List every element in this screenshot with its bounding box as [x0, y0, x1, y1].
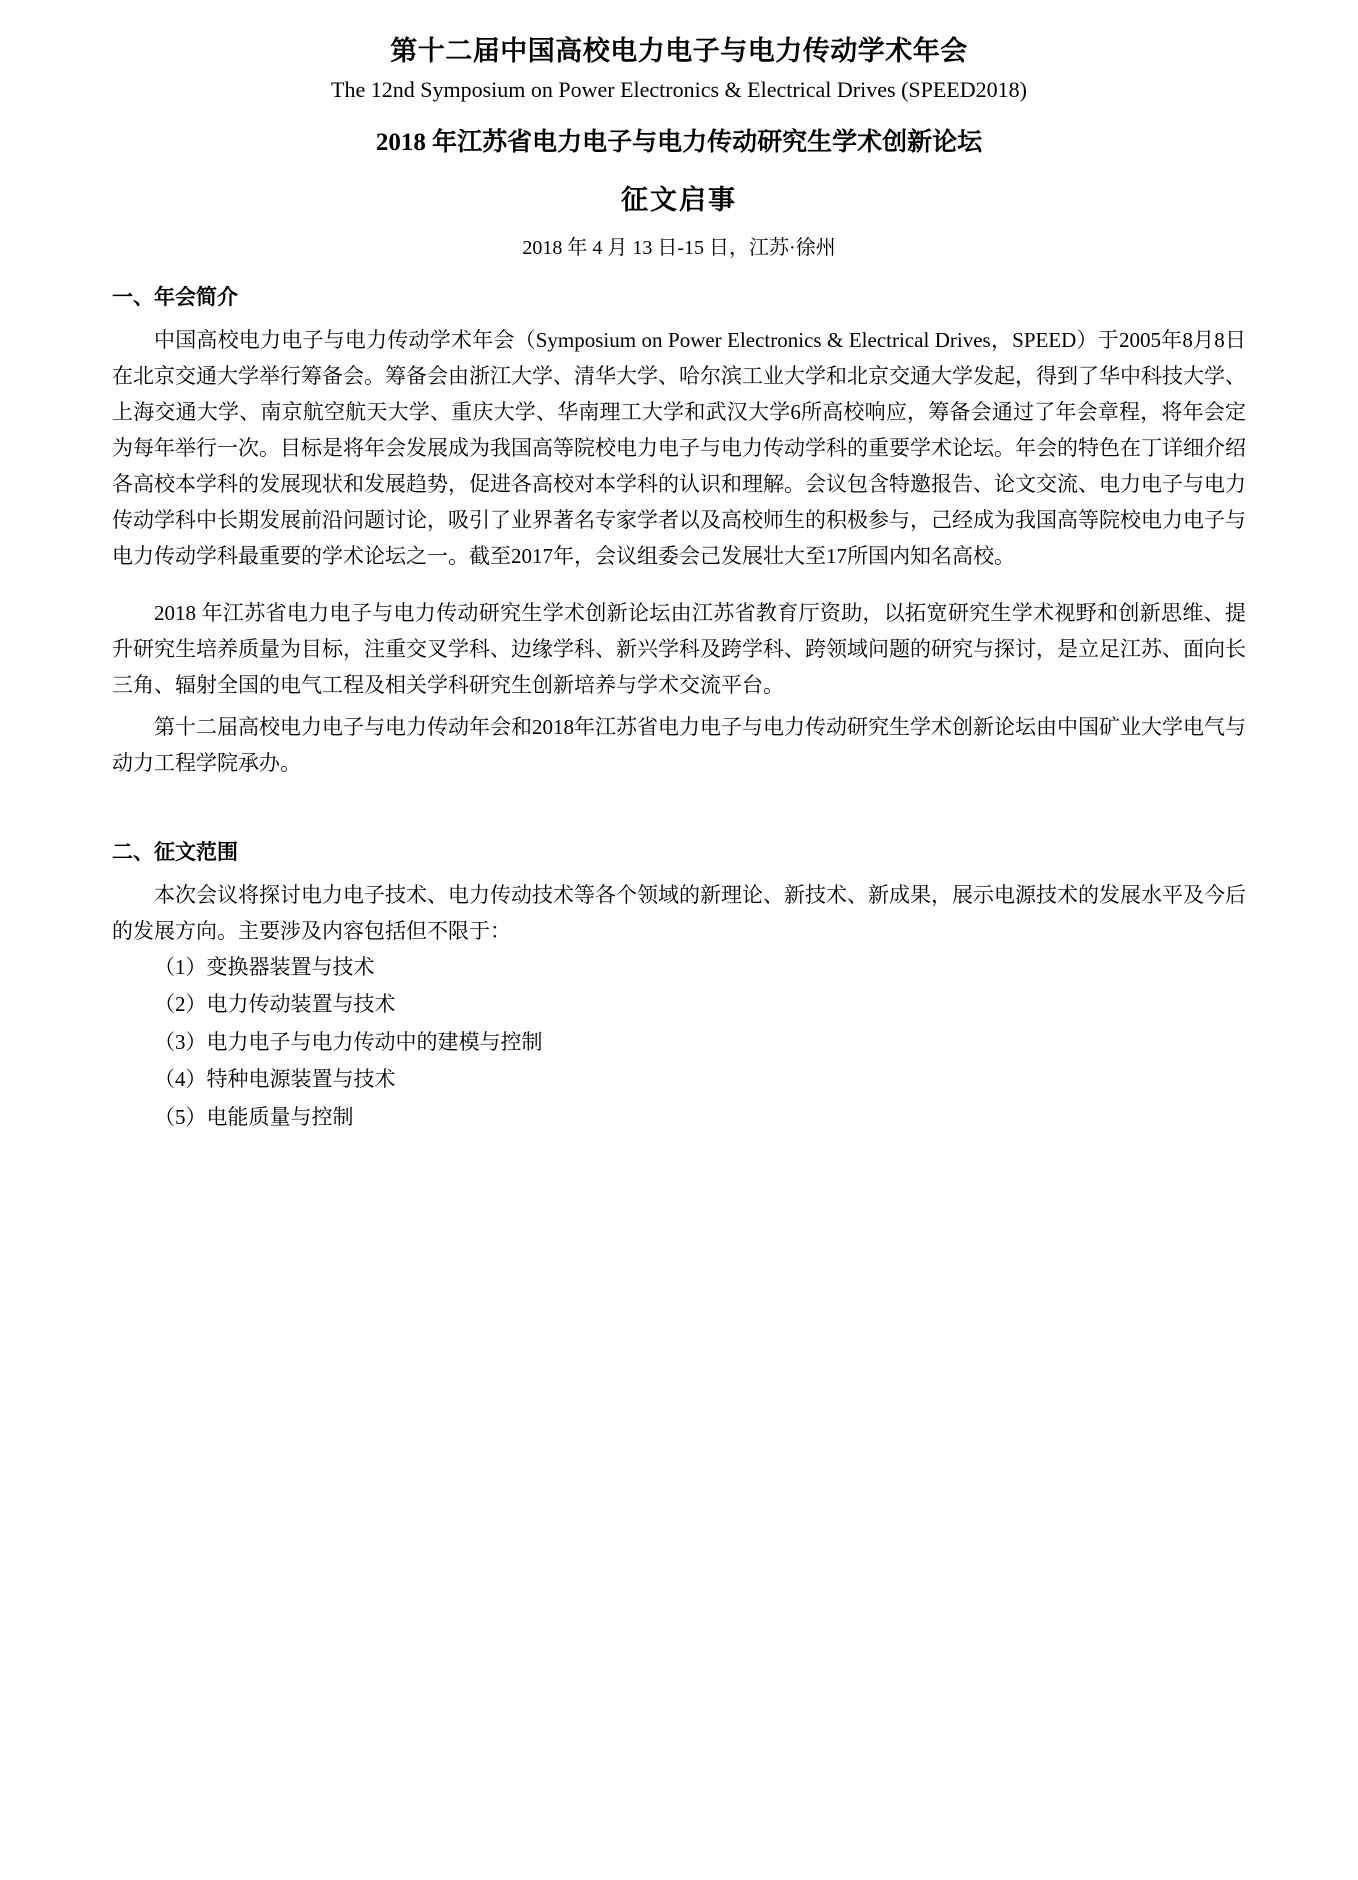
document-title-cn: 第十二届中国高校电力电子与电力传动学术年会 — [390, 36, 968, 66]
list-item: （1）变换器装置与技术 — [154, 955, 375, 980]
paragraph-intro-1: 中国高校电力电子与电力传动学术年会（Symposium on Power Electronics & Electrical Drives，SPEED）于2005年8月8日在北京交通大学举行筹备会。筹备会由浙江大学、清华大学、哈尔滨工业大学和北京交通大学发起，得到了华中科技大学、上海交通大学、南京航空航天大学、重庆大学、华南理工大学和武汉大学6所高校响应，筹备会通过了年会章程，将年会定为每年举行一次。目标是将年会发展成为我国高等院校电力电子与电力传动学科的重要学术论坛。年会的特色在丁详细介绍各高校本学科的发展现状和发展趋势，促进各高校对本学科的认识和理解。会议包含特邀报告、论文交流、电力电子与电力传动学科中长期发展前沿问题讨论，吸引了业界著名专家学者以及高校师生的积极参与，己经成为我国高等院校电力电子与电力传动学科最重要的学术论坛之一。截至2017年，会议组委会己发展壮大至17所国内知名高校。 — [112, 327, 1246, 569]
document-dateline: 2018 年 4 月 13 日-15 日，江苏·徐州 — [522, 237, 836, 260]
section-heading-scope: 二、征文范围 — [112, 840, 238, 865]
document-type-heading: 征文启事 — [621, 184, 737, 215]
paragraph-spacer — [112, 581, 1246, 595]
paragraph-intro-3: 第十二届高校电力电子与电力传动年会和2018年江苏省电力电子与电力传动研究生学术创新论坛由中国矿业大学电气与动力工程学院承办。 — [112, 714, 1246, 776]
paragraph-intro-2: 2018 年江苏省电力电子与电力传动研究生学术创新论坛由江苏省教育厅资助，以拓宽研究生学术视野和创新思维、提升研究生培养质量为目标，注重交叉学科、边缘学科、新兴学科及跨学科、跨领域问题的研究与探讨，是立足江苏、面向长三角、辐射全国的电气工程及相关学科研究生创新培养与学术交流平台。 — [112, 600, 1246, 697]
document-title-en: The 12nd Symposium on Power Electronics & Electrical Drives (SPEED2018) — [331, 77, 1027, 103]
list-item: （2）电力传动装置与技术 — [154, 992, 396, 1017]
list-item: （4）特种电源装置与技术 — [154, 1067, 396, 1092]
list-item: （3）电力电子与电力传动中的建模与控制 — [154, 1029, 543, 1054]
section-heading-intro: 一、年会简介 — [112, 285, 238, 310]
document-subtitle-cn: 2018 年江苏省电力电子与电力传动研究生学术创新论坛 — [375, 129, 983, 157]
scope-topic-list — [112, 949, 1246, 1136]
list-item: （5）电能质量与控制 — [154, 1104, 354, 1129]
paragraph-scope-1: 本次会议将探讨电力电子技术、电力传动技术等各个领域的新理论、新技术、新成果，展示电源技术的发展水平及今后的发展方向。主要涉及内容包括但不限于： — [112, 882, 1246, 943]
